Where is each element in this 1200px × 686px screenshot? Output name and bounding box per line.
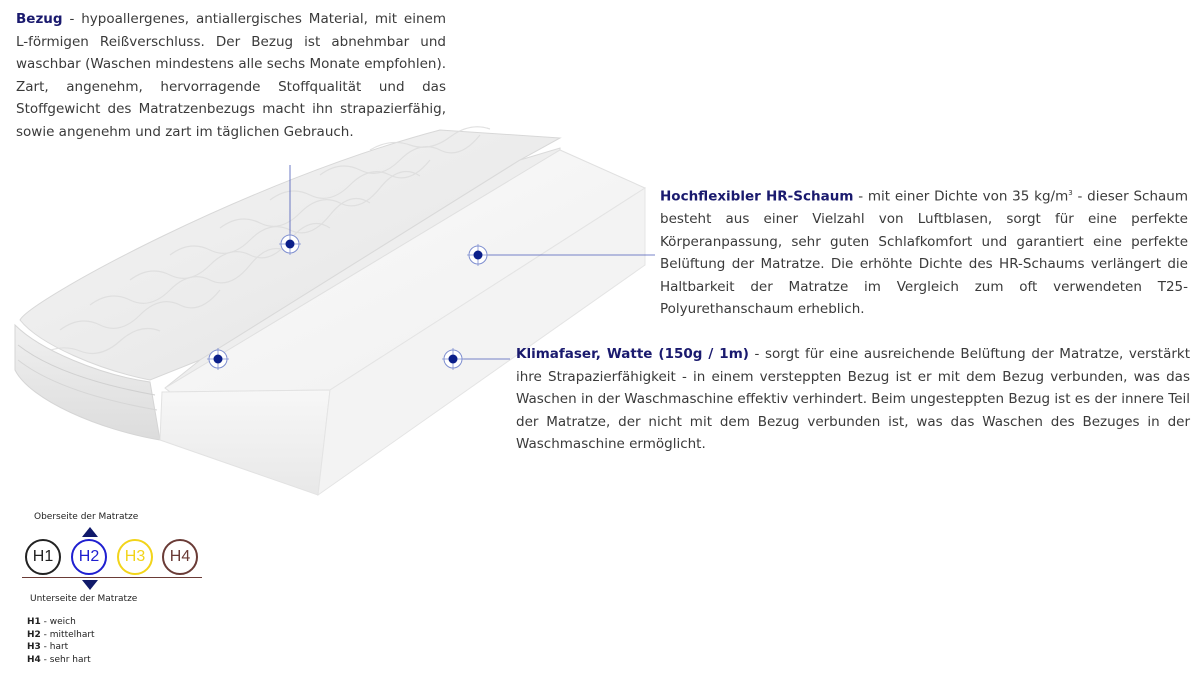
legend-desc: - mittelhart <box>40 629 95 640</box>
hardness-circle-h3: H3 <box>117 539 153 575</box>
klimafaser-title: Klimafaser, Watte (150g / 1m) <box>516 346 749 362</box>
arrow-down-icon <box>82 580 98 590</box>
klimafaser-body: - sorgt für eine ausreichende Belüftung der Matratze, verstärkt ihre Strapazierfähigkeit - in einem versteppten Bezug ist er mit dem Bezug verbunden, was das Waschen in der Waschmaschine effektiv verhindert. Beim ungesteppten Bezug ist es der innere Teil der Matratze, der nicht mit dem Bezug verbunden ist, was das Waschen des Bezuges in der Waschmaschine ermöglicht. <box>516 346 1190 453</box>
klimafaser-description <box>516 343 1190 456</box>
legend-code: H1 <box>27 617 41 627</box>
legend-code: H2 <box>27 629 41 640</box>
bottom-side-label: Unterseite der Matratze <box>30 594 138 604</box>
hardness-circle-h2: H2 <box>71 539 107 575</box>
legend-code: H3 <box>27 642 41 652</box>
hr-schaum-description <box>660 182 1188 321</box>
legend-code: H4 <box>27 654 41 665</box>
hr-schaum-superscript: 3 <box>1068 189 1073 197</box>
hardness-circle-h4: H4 <box>162 539 198 575</box>
legend-item <box>27 641 95 654</box>
foam-side <box>160 390 330 495</box>
hardness-baseline <box>22 577 202 578</box>
arrow-up-icon <box>82 527 98 537</box>
legend-desc: - hart <box>40 642 69 652</box>
legend-item <box>27 616 95 629</box>
bezug-body: - hypoallergenes, antiallergisches Material, mit einem L-förmigen Reißverschluss. Der Bezug ist abnehmbar und waschbar (Waschen mindestens alle sechs Monate empfohlen). Zart, angenehm, hervorragende Stoffqualität und das Stoffgewicht des Matratzenbezugs macht ihn strapazierfähig, sowie angenehm und zart im täglichen Gebrauch. <box>16 11 446 140</box>
hr-schaum-body-2: - dieser Schaum besteht aus einer Vielzahl von Luftblasen, sorgt für eine perfekte Körperanpassung, sehr guten Schlafkomfort und garantiert eine perfekte Belüftung der Matratze. Die erhöhte Dichte des HR-Schaums verlängert die Haltbarkeit der Matratze im Vergleich zum oft verwendeten T25-Polyurethanschaum erheblich. <box>660 188 1188 318</box>
top-side-label: Oberseite der Matratze <box>34 512 139 522</box>
bezug-title: Bezug <box>16 11 63 27</box>
hardness-legend <box>27 616 95 666</box>
hr-schaum-title: Hochflexibler HR-Schaum <box>660 188 854 205</box>
legend-desc: - weich <box>40 617 76 627</box>
hr-schaum-body-1: - mit einer Dichte von 35 kg/m <box>853 188 1069 205</box>
bezug-description <box>16 8 446 144</box>
legend-item <box>27 654 95 667</box>
legend-desc: - sehr hart <box>40 654 91 665</box>
legend-item <box>27 629 95 642</box>
hardness-circle-h1: H1 <box>25 539 61 575</box>
